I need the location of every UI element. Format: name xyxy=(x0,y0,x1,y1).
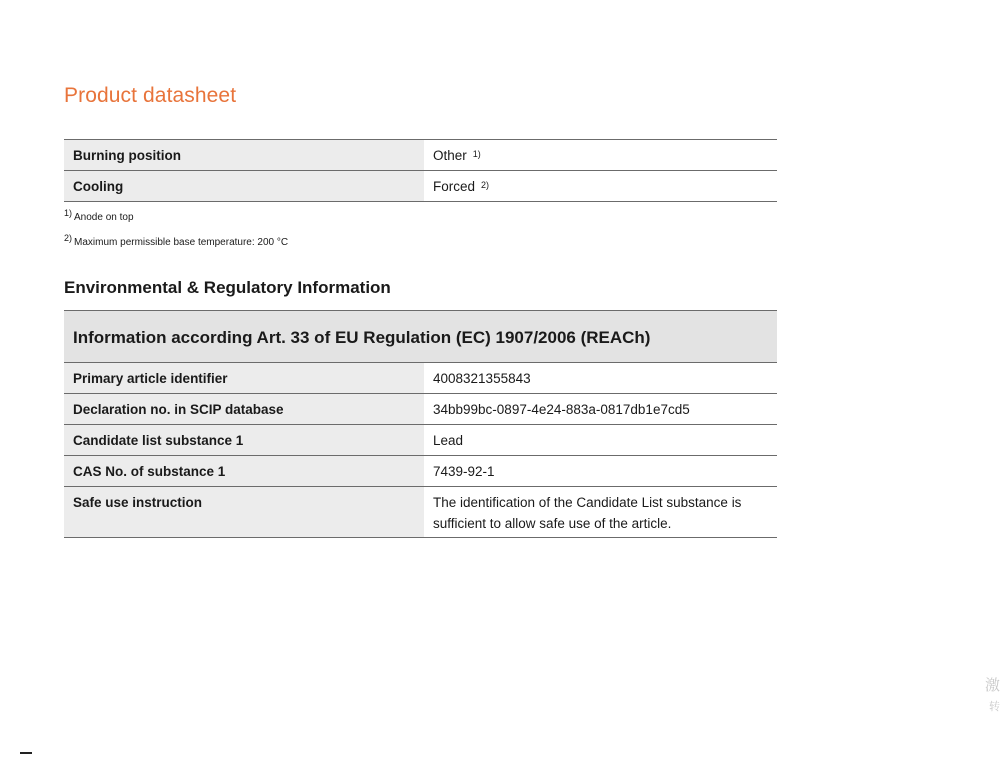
footnote-ref: 2) xyxy=(481,179,490,190)
reach-value: 34bb99bc-0897-4e24-883a-0817db1e7cd5 xyxy=(424,394,777,425)
table-row xyxy=(64,425,777,456)
footnote-mark: 2) xyxy=(64,233,73,243)
footnote xyxy=(64,208,134,223)
reach-label: Safe use instruction xyxy=(64,487,424,538)
reach-value: 7439-92-1 xyxy=(424,456,777,487)
reach-label: CAS No. of substance 1 xyxy=(64,456,424,487)
table-row xyxy=(64,456,777,487)
reach-value: The identification of the Candidate List substance is sufficient to allow safe use of the article. xyxy=(433,495,742,531)
spec-value: Other xyxy=(433,147,467,163)
footnote-text: Anode on top xyxy=(74,212,134,223)
reach-header: Information according Art. 33 of EU Regulation (EC) 1907/2006 (REACh) xyxy=(64,311,777,363)
spec-value: Forced xyxy=(433,178,476,194)
specs-table xyxy=(64,139,777,202)
reach-label: Declaration no. in SCIP database xyxy=(64,394,424,425)
reach-header-row xyxy=(64,311,777,363)
footnote xyxy=(64,233,289,248)
table-row xyxy=(64,394,777,425)
table-row xyxy=(64,363,777,394)
edge-watermark-text: 转 xyxy=(989,701,1000,713)
spec-label: Burning position xyxy=(64,140,424,171)
reach-value-cell xyxy=(424,487,777,538)
reach-value: 4008321355843 xyxy=(424,363,777,394)
edge-watermark-text: 激 xyxy=(984,677,1000,694)
footnote-text: Maximum permissible base temperature: 200 °C xyxy=(74,237,289,248)
table-row xyxy=(64,171,777,202)
table-row xyxy=(64,487,777,538)
reach-value: Lead xyxy=(424,425,777,456)
footnote-mark: 1) xyxy=(64,208,73,218)
page-marker xyxy=(20,752,32,754)
reach-label: Candidate list substance 1 xyxy=(64,425,424,456)
spec-label: Cooling xyxy=(64,171,424,202)
section-title: Environmental & Regulatory Information xyxy=(64,278,391,297)
spec-value-cell xyxy=(424,140,777,171)
table-row xyxy=(64,140,777,171)
spec-value-cell xyxy=(424,171,777,202)
footnote-ref: 1) xyxy=(472,148,481,159)
reach-table xyxy=(64,310,777,538)
page-title: Product datasheet xyxy=(64,84,237,107)
reach-label: Primary article identifier xyxy=(64,363,424,394)
